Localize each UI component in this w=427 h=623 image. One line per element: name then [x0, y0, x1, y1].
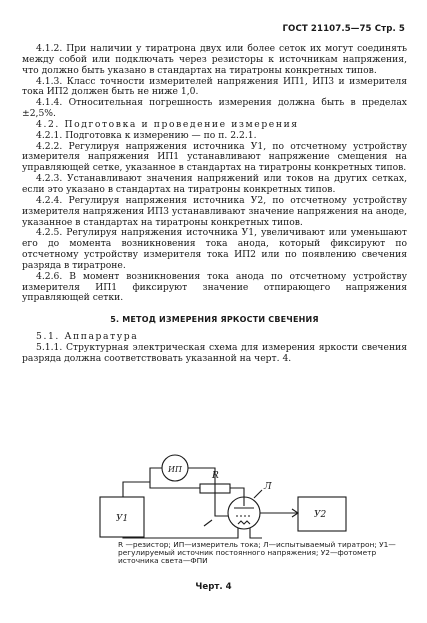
paragraph: 4.2.5. Регулируя напряжения источника У1, увеличивают или уменьшают его до момента возникновения тока анода, который фиксируют по отсчетному устройству измерителя тока ИП2 или по появлению свечения разряда в тиратроне.	[22, 227, 407, 271]
label-r: R	[212, 471, 219, 481]
label-u2: У2	[314, 510, 327, 520]
paragraph: 4.2.1. Подготовка к измерению — по п. 2.2.1.	[36, 129, 257, 141]
paragraph: 4.2.3. Устанавливают значения напряжений или токов на других сетках, если это указано в стандартах на тиратроны конкретных типов.	[22, 173, 407, 195]
figure-label: Черт. 4	[195, 582, 232, 592]
paragraph: 4.2.4. Регулируя напряжения источника У2, по отсчетному устройству измерителя напряжения ИП3 устанавливают значение напряжения на аноде, указанное в стандартах на тиратроны конкретных типов.	[22, 194, 407, 228]
page-header: ГОСТ 21107.5—75 Стр. 5	[282, 24, 405, 34]
label-leader	[254, 490, 262, 498]
wire	[150, 468, 162, 482]
paragraph: 4.1.4. Относительная погрешность измерения должна быть в пределах ±2,5%.	[22, 97, 407, 120]
paragraph: 4.1.2. При наличии у тиратрона двух или более сеток их могут соединять между собой или подключать через резисторы к источникам напряжения, что должно быть указано в стандартах на тиратроны конкретных типов.	[22, 43, 407, 76]
wire	[123, 482, 150, 497]
tube-cathode	[238, 521, 250, 524]
wire	[188, 468, 215, 480]
label-u1: У1	[116, 514, 129, 524]
paragraph: 4.1.3. Класс точности измерителей напряжения ИП1, ИП3 и измерителя тока ИП2 должен быть не ниже 1,0.	[22, 75, 407, 98]
label-leader	[204, 520, 212, 526]
wire	[250, 528, 262, 538]
paragraph: 4.2.6. В момент возникновения тока анода по отсчетному устройству измерителя ИП1 фиксируют значение отпирающего напряжения управляющей сетки.	[22, 270, 407, 304]
paragraph: 4.2.2. Регулируя напряжения источника У1, по отсчетному устройству измерителя напряжения ИП1 устанавливают напряжение смещения на управляющей сетке, указанное в стандартах на тиратроны конкретных типов.	[22, 140, 407, 174]
subsection-heading: 4.2. Подготовка и проведение измерения	[36, 118, 299, 130]
subsection-heading: 5.1. Аппаратура	[36, 331, 139, 343]
paragraph: 5.1.1. Структурная электрическая схема для измерения яркости свечения разряда должна соответствовать указанной на черт. 4.	[22, 341, 407, 364]
label-l: Л	[264, 482, 272, 492]
figure-caption: R —резистор; ИП—измеритель тока; Л—испытываемый тиратрон; У1—регулируемый источник постоянного напряжения; У2—фотометр источника света—ФПИ	[118, 540, 396, 566]
section-heading: 5. МЕТОД ИЗМЕРЕНИЯ ЯРКОСТИ СВЕЧЕНИЯ	[110, 315, 319, 325]
wire	[215, 480, 228, 516]
label-ip: ИП	[168, 465, 182, 474]
wire	[150, 482, 200, 488]
